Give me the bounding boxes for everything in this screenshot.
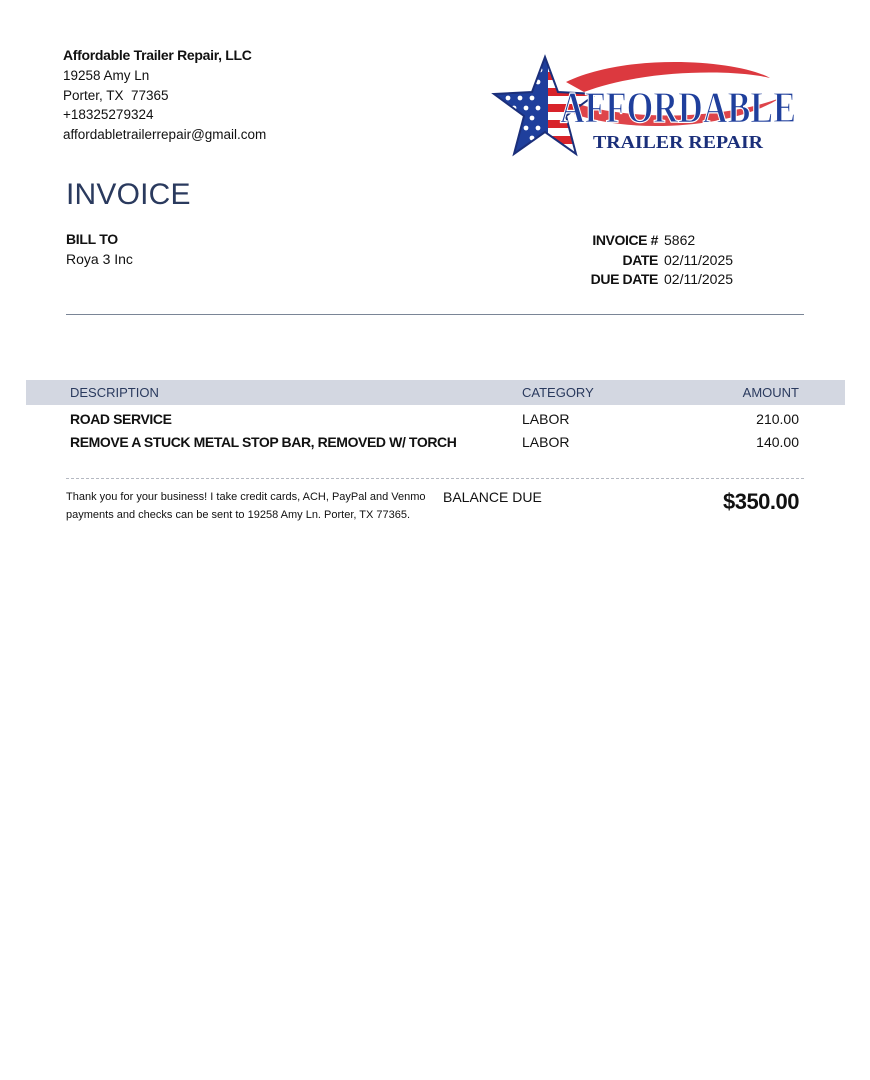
table-header (26, 380, 845, 405)
company-address-line1: 19258 Amy Ln (63, 67, 150, 83)
company-phone: +18325279324 (63, 107, 154, 123)
invoice-number-label: INVOICE # (592, 232, 658, 248)
balance-due-label: BALANCE DUE (443, 489, 542, 505)
company-logo (488, 52, 796, 164)
company-address-line2: Porter, TX 77365 (63, 87, 169, 103)
row-amount: 210.00 (756, 411, 799, 427)
row-category: LABOR (522, 411, 570, 427)
invoice-number: 5862 (664, 232, 696, 248)
invoice-date-label: DATE (622, 251, 658, 268)
invoice-due-date-label: DUE DATE (590, 271, 658, 287)
row-amount: 140.00 (756, 433, 799, 450)
table-row (0, 409, 870, 432)
row-category: LABOR (522, 433, 570, 450)
company-email: affordabletrailerrepair@gmail.com (63, 127, 267, 143)
header-category: CATEGORY (522, 385, 594, 400)
invoice-due-date-row (560, 270, 733, 290)
invoice-date-row (560, 251, 733, 271)
header-amount: AMOUNT (742, 385, 799, 400)
logo-text-main: AFFORDABLE (560, 83, 796, 132)
balance-due-amount: $350.00 (722, 489, 799, 514)
table-row (0, 432, 870, 455)
bill-to-label: BILL TO (66, 231, 118, 247)
invoice-title: INVOICE (66, 178, 191, 211)
header-divider (66, 314, 804, 315)
thank-you-note: Thank you for your business! I take credit cards, ACH, PayPal and Venmo payments and checks can be sent to 19258 Amy Ln. Porter, TX 77365. (66, 491, 426, 521)
header-description: DESCRIPTION (70, 385, 159, 400)
row-description: REMOVE A STUCK METAL STOP BAR, REMOVED W/ TORCH (70, 433, 457, 450)
invoice-due-date: 02/11/2025 (664, 271, 734, 287)
bill-to-name: Roya 3 Inc (66, 251, 133, 267)
invoice-number-row (560, 231, 733, 251)
company-name: Affordable Trailer Repair, LLC (63, 47, 252, 63)
invoice-meta (560, 231, 733, 290)
logo-text-sub: TRAILER REPAIR (593, 132, 765, 152)
company-info (63, 46, 266, 145)
line-items (0, 409, 870, 454)
row-description: ROAD SERVICE (70, 411, 172, 427)
invoice-date: 02/11/2025 (664, 251, 734, 268)
totals-divider (66, 478, 804, 479)
bill-to-section (66, 231, 133, 267)
